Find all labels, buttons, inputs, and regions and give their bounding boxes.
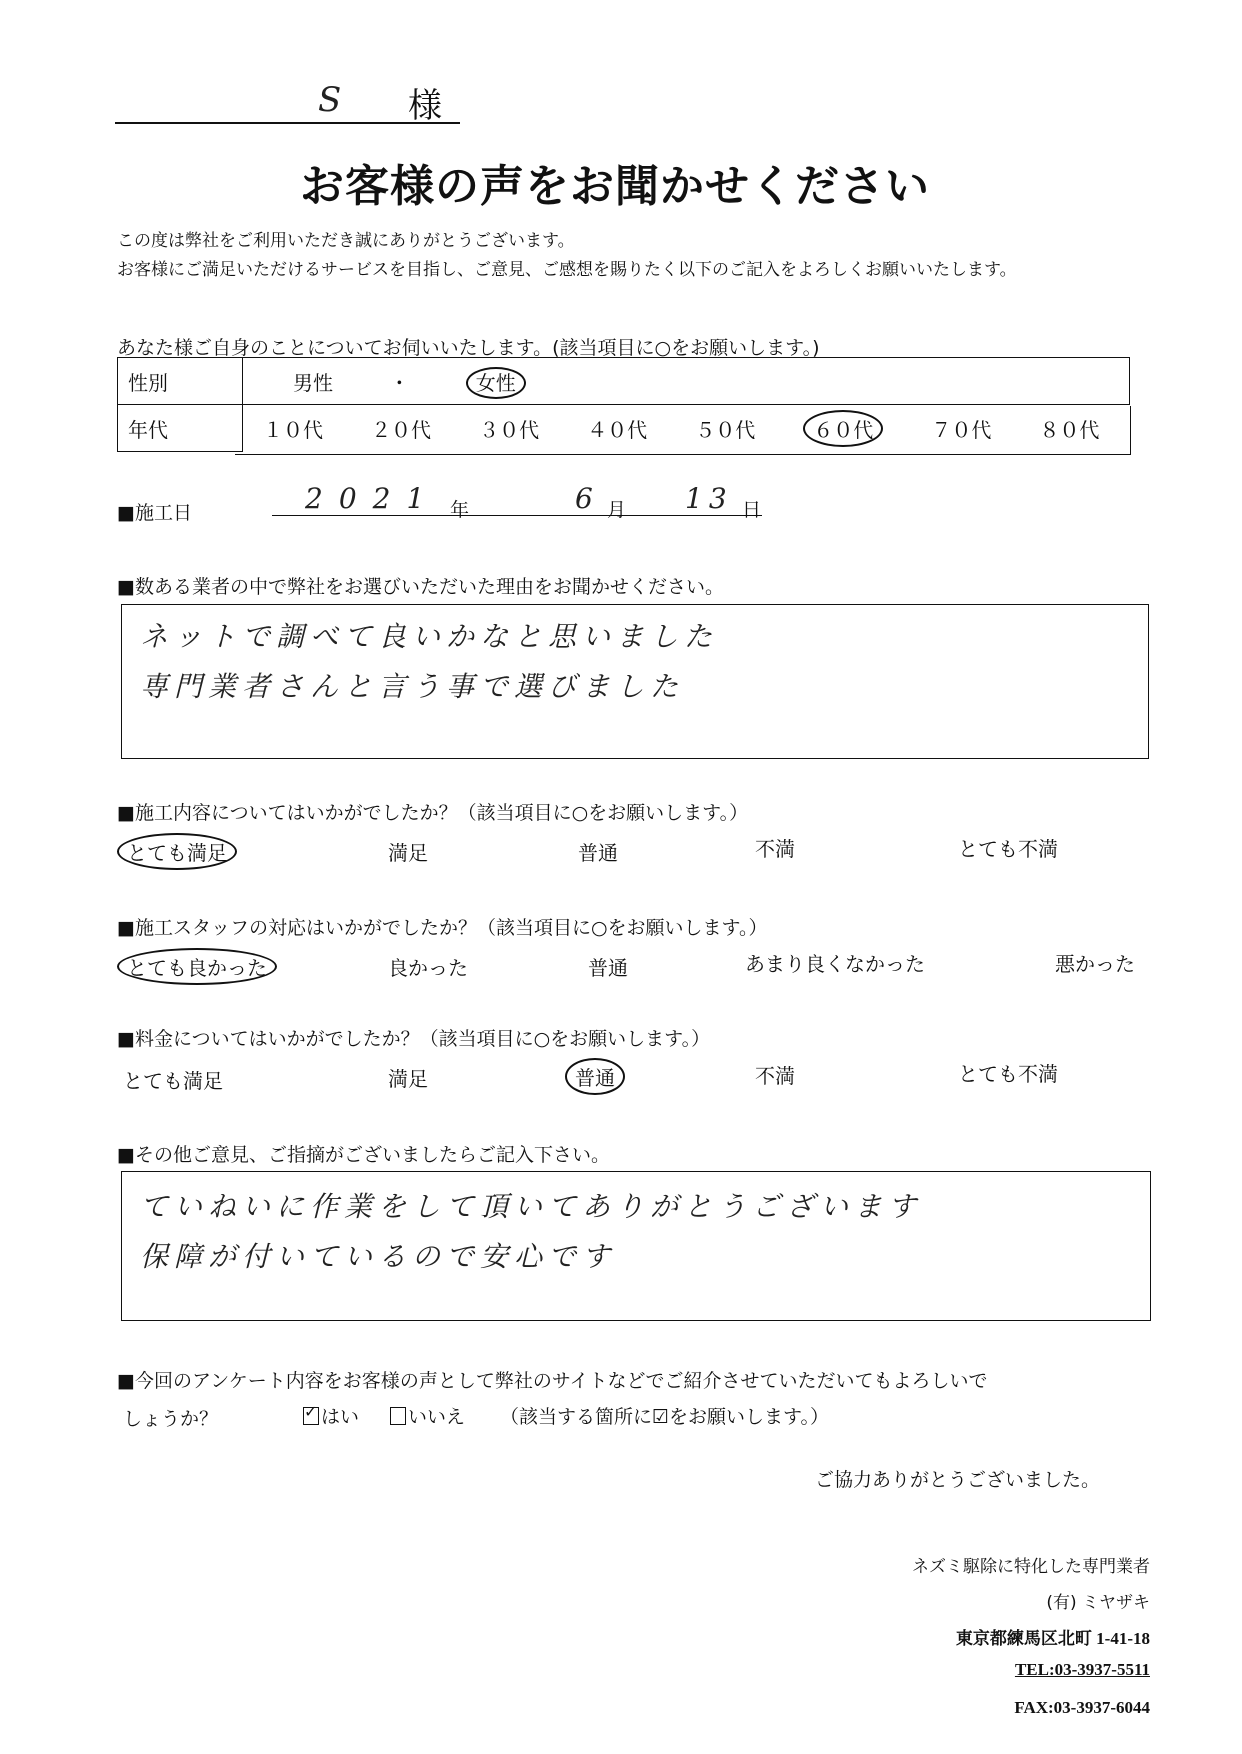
date-day-unit: 日	[742, 499, 762, 521]
separator: ・	[389, 370, 410, 395]
consent-question-line-2: しょうか？	[123, 1408, 219, 1430]
date-underline	[272, 515, 762, 516]
reason-answer-line-2: 専門業者さんと言う事で選びました	[140, 670, 685, 703]
staff-option[interactable]: 悪かった	[1055, 952, 1135, 976]
company-fax: FAX:03-3937-6044	[1014, 1698, 1150, 1717]
work-option[interactable]: とても不満	[958, 837, 1058, 861]
page-title: お客様の声をお聞かせください	[300, 161, 930, 212]
other-question: ■その他ご意見、ご指摘がございましたらご記入下さい。	[117, 1144, 610, 1166]
age-option[interactable]: １０代	[263, 417, 323, 442]
age-row-border	[235, 406, 1131, 455]
price-option[interactable]: 満足	[388, 1067, 428, 1091]
work-option[interactable]: 満足	[388, 841, 428, 865]
gender-label: 性別	[118, 358, 243, 405]
company-address: 東京都練馬区北町 1-41-18	[955, 1629, 1150, 1648]
consent-yes-label: はい	[321, 1406, 360, 1428]
consent-yes-checkbox[interactable]	[303, 1402, 359, 1429]
staff-option[interactable]: あまり良くなかった	[745, 952, 925, 976]
consent-note: （該当する箇所に☑をお願いします。）	[500, 1406, 830, 1428]
age-option[interactable]: ２０代	[371, 417, 432, 442]
staff-question: ■施工スタッフの対応はいかがでしたか？（該当項目に○をお願いします。）	[117, 917, 768, 939]
age-option[interactable]: ４０代	[587, 417, 648, 442]
staff-option-selected[interactable]: とても良かった	[117, 948, 277, 985]
company-tagline: ネズミ駆除に特化した専門業者	[912, 1557, 1150, 1577]
intro-line-2: お客様にご満足いただけるサービスを目指し、ご意見、ご感想を賜りたく以下のご記入をよろしくお願いいたします。	[117, 260, 1017, 280]
staff-option[interactable]: 普通	[588, 956, 628, 980]
customer-name: S	[318, 80, 348, 120]
consent-question-line-1: ■今回のアンケート内容をお客様の声として弊社のサイトなどでご紹介させていただいてもよろしいで	[117, 1370, 988, 1392]
age-option[interactable]: ３０代	[479, 417, 540, 442]
profile-question: あなた様ご自身のことについてお伺いいたします。(該当項目に○をお願いします。)	[117, 337, 820, 359]
price-question: ■料金についてはいかがでしたか？（該当項目に○をお願いします。）	[117, 1028, 711, 1050]
date-year-unit: 年	[450, 499, 470, 521]
price-option-selected[interactable]: 普通	[565, 1058, 625, 1095]
date-month[interactable]: 6	[575, 482, 599, 515]
gender-male-option[interactable]: 男性	[293, 370, 333, 395]
work-option[interactable]: 普通	[578, 841, 618, 865]
reason-answer-line-1: ネットで調べて良いかなと思いました	[140, 620, 719, 653]
date-month-unit: 月	[607, 499, 627, 521]
age-option-selected[interactable]: ６０代	[803, 410, 883, 447]
closing-message: ご協力ありがとうございました。	[815, 1469, 1101, 1491]
consent-no-label: いいえ	[408, 1406, 466, 1428]
staff-option[interactable]: 良かった	[388, 956, 468, 980]
other-answer-line-1: ていねいに作業をして頂いてありがとうございます	[140, 1190, 923, 1223]
work-option[interactable]: 不満	[755, 837, 795, 861]
other-answer-line-2: 保障が付いているので安心です	[140, 1240, 617, 1273]
checkbox-icon	[390, 1407, 406, 1425]
age-option[interactable]: ７０代	[931, 417, 992, 442]
age-label: 年代	[118, 405, 243, 452]
price-option[interactable]: とても不満	[958, 1062, 1058, 1086]
age-option[interactable]: ５０代	[695, 417, 756, 442]
work-option-selected[interactable]: とても満足	[117, 833, 237, 870]
work-question: ■施工内容についてはいかがでしたか？（該当項目に○をお願いします。）	[117, 802, 749, 824]
company-name: (有) ミヤザキ	[1046, 1593, 1150, 1613]
reason-question: ■数ある業者の中で弊社をお選びいただいた理由をお聞かせください。	[117, 576, 724, 598]
price-option[interactable]: 不満	[755, 1064, 795, 1088]
date-label: ■施工日	[117, 502, 192, 524]
consent-no-checkbox[interactable]	[390, 1402, 465, 1429]
price-option[interactable]: とても満足	[123, 1069, 223, 1093]
age-option[interactable]: ８０代	[1039, 417, 1100, 442]
date-day[interactable]: 13	[685, 482, 733, 515]
honorific: 様	[408, 86, 442, 126]
checkbox-checked-icon	[303, 1407, 319, 1425]
intro-line-1: この度は弊社をご利用いただき誠にありがとうございます。	[117, 231, 575, 251]
gender-female-option[interactable]: 女性	[466, 367, 526, 399]
company-tel: TEL:03-3937-5511	[1014, 1660, 1150, 1679]
date-year[interactable]: 2021	[305, 482, 441, 515]
